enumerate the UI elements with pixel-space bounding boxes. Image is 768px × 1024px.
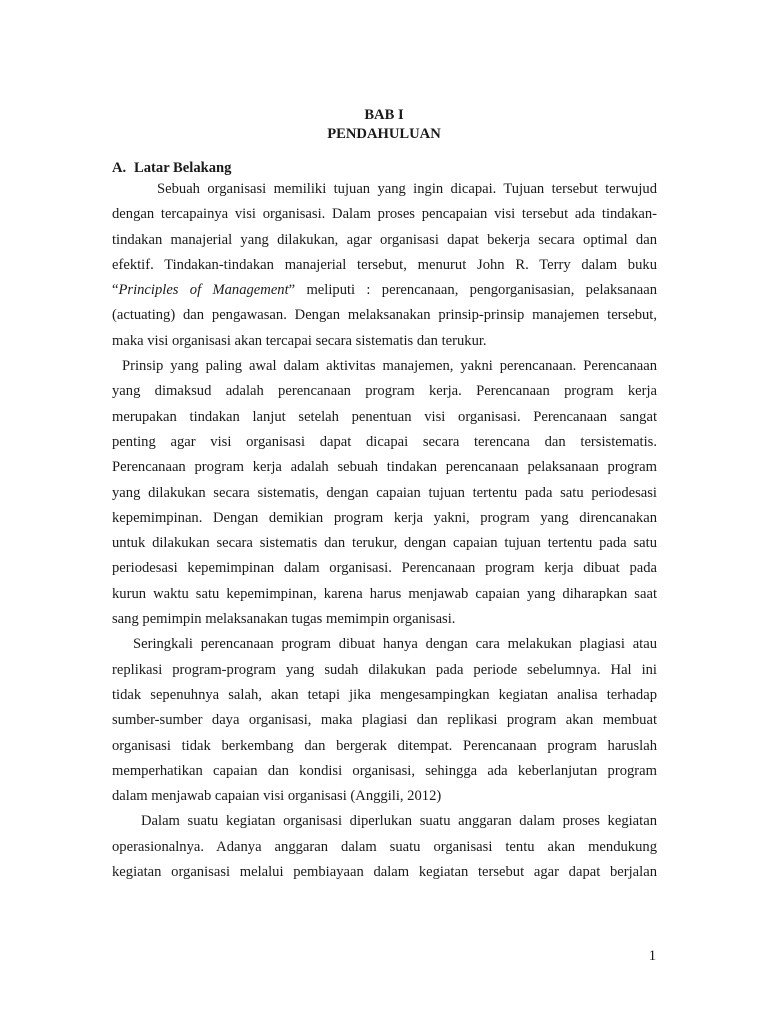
paragraph-line: yang dilakukan secara sistematis, dengan capaian tujuan tertentu pada satu periodesasi bbox=[112, 484, 657, 501]
open-quote: “ bbox=[112, 282, 119, 299]
paragraph bbox=[112, 177, 657, 354]
chapter-number: BAB I bbox=[364, 107, 404, 123]
chapter-title: PENDAHULUAN bbox=[327, 126, 441, 142]
paragraph-line: Dalam suatu kegiatan organisasi diperlukan suatu anggaran dalam proses kegiatan bbox=[141, 813, 657, 830]
document-body bbox=[112, 177, 657, 885]
section-title: Latar Belakang bbox=[134, 160, 232, 176]
line-rest: meliputi : perencanaan, pengorganisasian, pelaksanaan bbox=[295, 282, 657, 299]
paragraph-line: Prinsip yang paling awal dalam aktivitas manajemen, yakni perencanaan. Perencanaan bbox=[122, 358, 657, 375]
paragraph-line: operasionalnya. Adanya anggaran dalam suatu organisasi tentu akan mendukung bbox=[112, 838, 657, 855]
paragraph-line: kurun waktu satu kepemimpinan, karena harus menjawab capaian yang diharapkan saat bbox=[112, 585, 657, 602]
paragraph-line: sumber-sumber daya organisasi, maka plagiasi dan replikasi program akan membuat bbox=[112, 712, 657, 729]
paragraph-line: (actuating) dan pengawasan. Dengan melaksanakan prinsip-prinsip manajemen tersebut, bbox=[112, 307, 657, 324]
paragraph-line: organisasi tidak berkembang dan bergerak ditempat. Perencanaan program haruslah bbox=[112, 737, 657, 754]
paragraph-line: Sebuah organisasi memiliki tujuan yang ingin dicapai. Tujuan tersebut terwujud bbox=[157, 181, 657, 197]
paragraph-line: tidak sepenuhnya salah, akan tetapi jika mengesampingkan kegiatan analisa terhadap bbox=[112, 686, 657, 703]
paragraph-line: merupakan tindakan lanjut setelah penentuan visi organisasi. Perencanaan sangat bbox=[112, 408, 657, 425]
paragraph-line: dalam menjawab capaian visi organisasi (Anggili, 2012) bbox=[112, 788, 442, 805]
paragraph-line: untuk dilakukan secara sistematis dan terukur, dengan capaian tujuan tertentu pada satu bbox=[112, 535, 657, 552]
close-quote: ” bbox=[288, 282, 296, 299]
paragraph bbox=[112, 354, 657, 632]
paragraph-line: penting agar visi organisasi dapat dicapai secara terencana dan tersistematis. bbox=[112, 433, 657, 450]
paragraph-line: periodesasi kepemimpinan dalam organisasi. Perencanaan program kerja dibuat pada bbox=[112, 560, 657, 577]
paragraph bbox=[112, 632, 657, 809]
paragraph-line: kegiatan organisasi melalui pembiayaan dalam kegiatan tersebut agar dapat berjalan bbox=[112, 864, 657, 881]
paragraph bbox=[112, 809, 657, 885]
paragraph-line: Seringkali perencanaan program dibuat hanya dengan cara melakukan plagiasi atau bbox=[133, 636, 657, 653]
paragraph-line: Perencanaan program kerja adalah sebuah tindakan perencanaan pelaksanaan program bbox=[112, 459, 657, 476]
paragraph-line: memperhatikan capaian dan kondisi organisasi, sehingga ada keberlanjutan program bbox=[112, 762, 657, 779]
paragraph-line: kepemimpinan. Dengan demikian program kerja yakni, program yang direncanakan bbox=[112, 509, 657, 526]
paragraph-line: tindakan manajerial yang dilakukan, agar organisasi dapat bekerja secara optimal dan bbox=[112, 231, 657, 248]
book-title: Principles of Management bbox=[118, 282, 289, 299]
paragraph-line-with-book-title bbox=[112, 278, 657, 303]
paragraph-line: maka visi organisasi akan tercapai secara sistematis dan terukur. bbox=[112, 332, 487, 349]
paragraph-line: replikasi program-program yang sudah dilakukan pada periode sebelumnya. Hal ini bbox=[112, 661, 657, 678]
page-number: 1 bbox=[648, 948, 656, 964]
paragraph-line: sang pemimpin melaksanakan tugas memimpin organisasi. bbox=[112, 611, 456, 628]
paragraph-line: yang dimaksud adalah perencanaan program kerja. Perencanaan program kerja bbox=[112, 383, 657, 400]
section-letter: A. bbox=[112, 160, 127, 176]
paragraph-line: efektif. Tindakan-tindakan manajerial tersebut, menurut John R. Terry dalam buku bbox=[112, 256, 657, 273]
paragraph-line: dengan tercapainya visi organisasi. Dalam proses pencapaian visi tersebut ada tindakan- bbox=[112, 206, 657, 223]
